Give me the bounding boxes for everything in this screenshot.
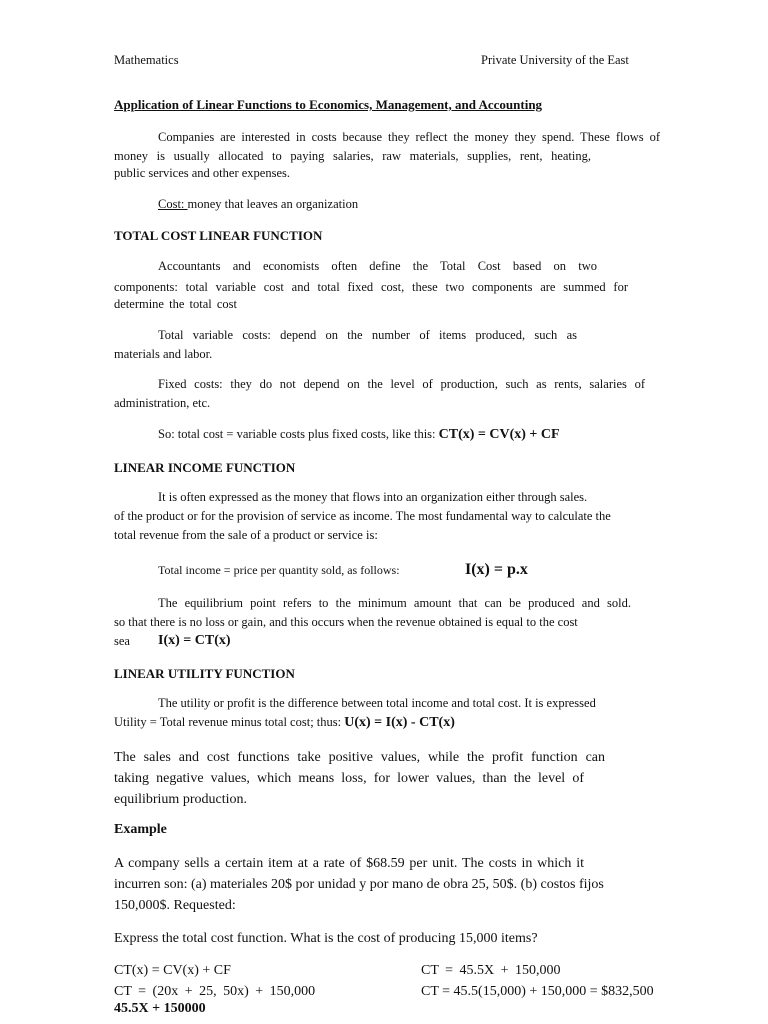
- variable-costs-line-1: Total variable costs: depend on the number of items produced, such as: [158, 328, 577, 342]
- total-cost-summary-text: So: total cost = variable costs plus fixed costs, like this:: [158, 427, 439, 441]
- solution-right-2: CT = 45.5(15,000) + 150,000 = $832,500: [421, 984, 654, 999]
- page-title-text: Application of Linear Functions to Economics, Management, and Accounting: [114, 97, 543, 112]
- total-cost-p1-line-1: Accountants and economists often define the Total Cost based on two: [158, 259, 597, 273]
- example-line-1: A company sells a certain item at a rate of $68.59 per unit. The costs in which it: [114, 856, 584, 871]
- solution-left-1: CT(x) = CV(x) + CF: [114, 963, 231, 978]
- total-cost-p1-line-2: components: total variable cost and total fixed cost, these two components are summed for: [114, 280, 628, 294]
- equilibrium-line-1: The equilibrium point refers to the minimum amount that can be produced and sold.: [158, 596, 631, 610]
- income-heading: LINEAR INCOME FUNCTION: [114, 460, 296, 475]
- utility-p-line-2: taking negative values, which means loss, for lower values, than the level of: [114, 771, 584, 786]
- equilibrium-line-2: so that there is no loss or gain, and this occurs when the revenue obtained is equal to the cost: [114, 615, 578, 629]
- income-line-2: of the product or for the provision of service as income. The most fundamental way to calculate the: [114, 509, 611, 523]
- utility-formula: U(x) = I(x) - CT(x): [344, 715, 455, 730]
- cost-term: Cost:: [158, 197, 188, 211]
- cost-definition: [158, 197, 358, 212]
- utility-line-1: The utility or profit is the difference between total income and total cost. It is expressed: [158, 696, 596, 710]
- solution-right-1: CT = 45.5X + 150,000: [421, 963, 561, 978]
- equilibrium-formula: I(x) = CT(x): [158, 633, 231, 648]
- income-line-3: total revenue from the sale of a product or service is:: [114, 528, 378, 542]
- page-title: [114, 97, 564, 113]
- intro-line-1: Companies are interested in costs because they reflect the money they spend. These flows of: [158, 130, 660, 144]
- header-subject: Mathematics: [114, 53, 179, 67]
- solution-left-3: 45.5X + 150000: [114, 1001, 206, 1016]
- utility-line-2-text: Utility = Total revenue minus total cost; thus:: [114, 715, 345, 729]
- utility-p-line-3: equilibrium production.: [114, 792, 247, 807]
- total-income-text: Total income = price per quantity sold, as follows:: [158, 563, 400, 577]
- income-formula: I(x) = p.x: [465, 561, 528, 578]
- example-line-2: incurren son: (a) materiales 20$ por unidad y por mano de obra 25, 50$. (b) costos fijos: [114, 877, 604, 892]
- equilibrium-line-3: sea: [114, 634, 130, 648]
- example-line-3: 150,000$. Requested:: [114, 898, 236, 913]
- variable-costs-line-2: materials and labor.: [114, 347, 213, 361]
- total-cost-heading: TOTAL COST LINEAR FUNCTION: [114, 228, 323, 243]
- intro-line-2: money is usually allocated to paying salaries, raw materials, supplies, rent, heating,: [114, 149, 591, 163]
- utility-heading: LINEAR UTILITY FUNCTION: [114, 666, 295, 681]
- cost-definition-text: money that leaves an organization: [187, 197, 359, 211]
- fixed-costs-line-2: administration, etc.: [114, 396, 211, 410]
- total-cost-formula: CT(x) = CV(x) + CF: [438, 427, 560, 442]
- utility-p-line-1: The sales and cost functions take positive values, while the profit function can: [114, 750, 605, 765]
- example-question: Express the total cost function. What is the cost of producing 15,000 items?: [114, 931, 538, 946]
- solution-left-2: CT = (20x + 25, 50x) + 150,000: [114, 984, 316, 999]
- total-cost-summary: [158, 427, 560, 443]
- header-university: Private University of the East: [481, 53, 629, 67]
- intro-line-3: public services and other expenses.: [114, 166, 290, 180]
- income-line-1: It is often expressed as the money that flows into an organization either through sales.: [158, 490, 588, 504]
- example-heading: Example: [114, 822, 167, 837]
- total-cost-p1-line-3: determine the total cost: [114, 297, 237, 311]
- utility-line-2: [114, 715, 455, 731]
- fixed-costs-line-1: Fixed costs: they do not depend on the level of production, such as rents, salaries of: [158, 377, 645, 391]
